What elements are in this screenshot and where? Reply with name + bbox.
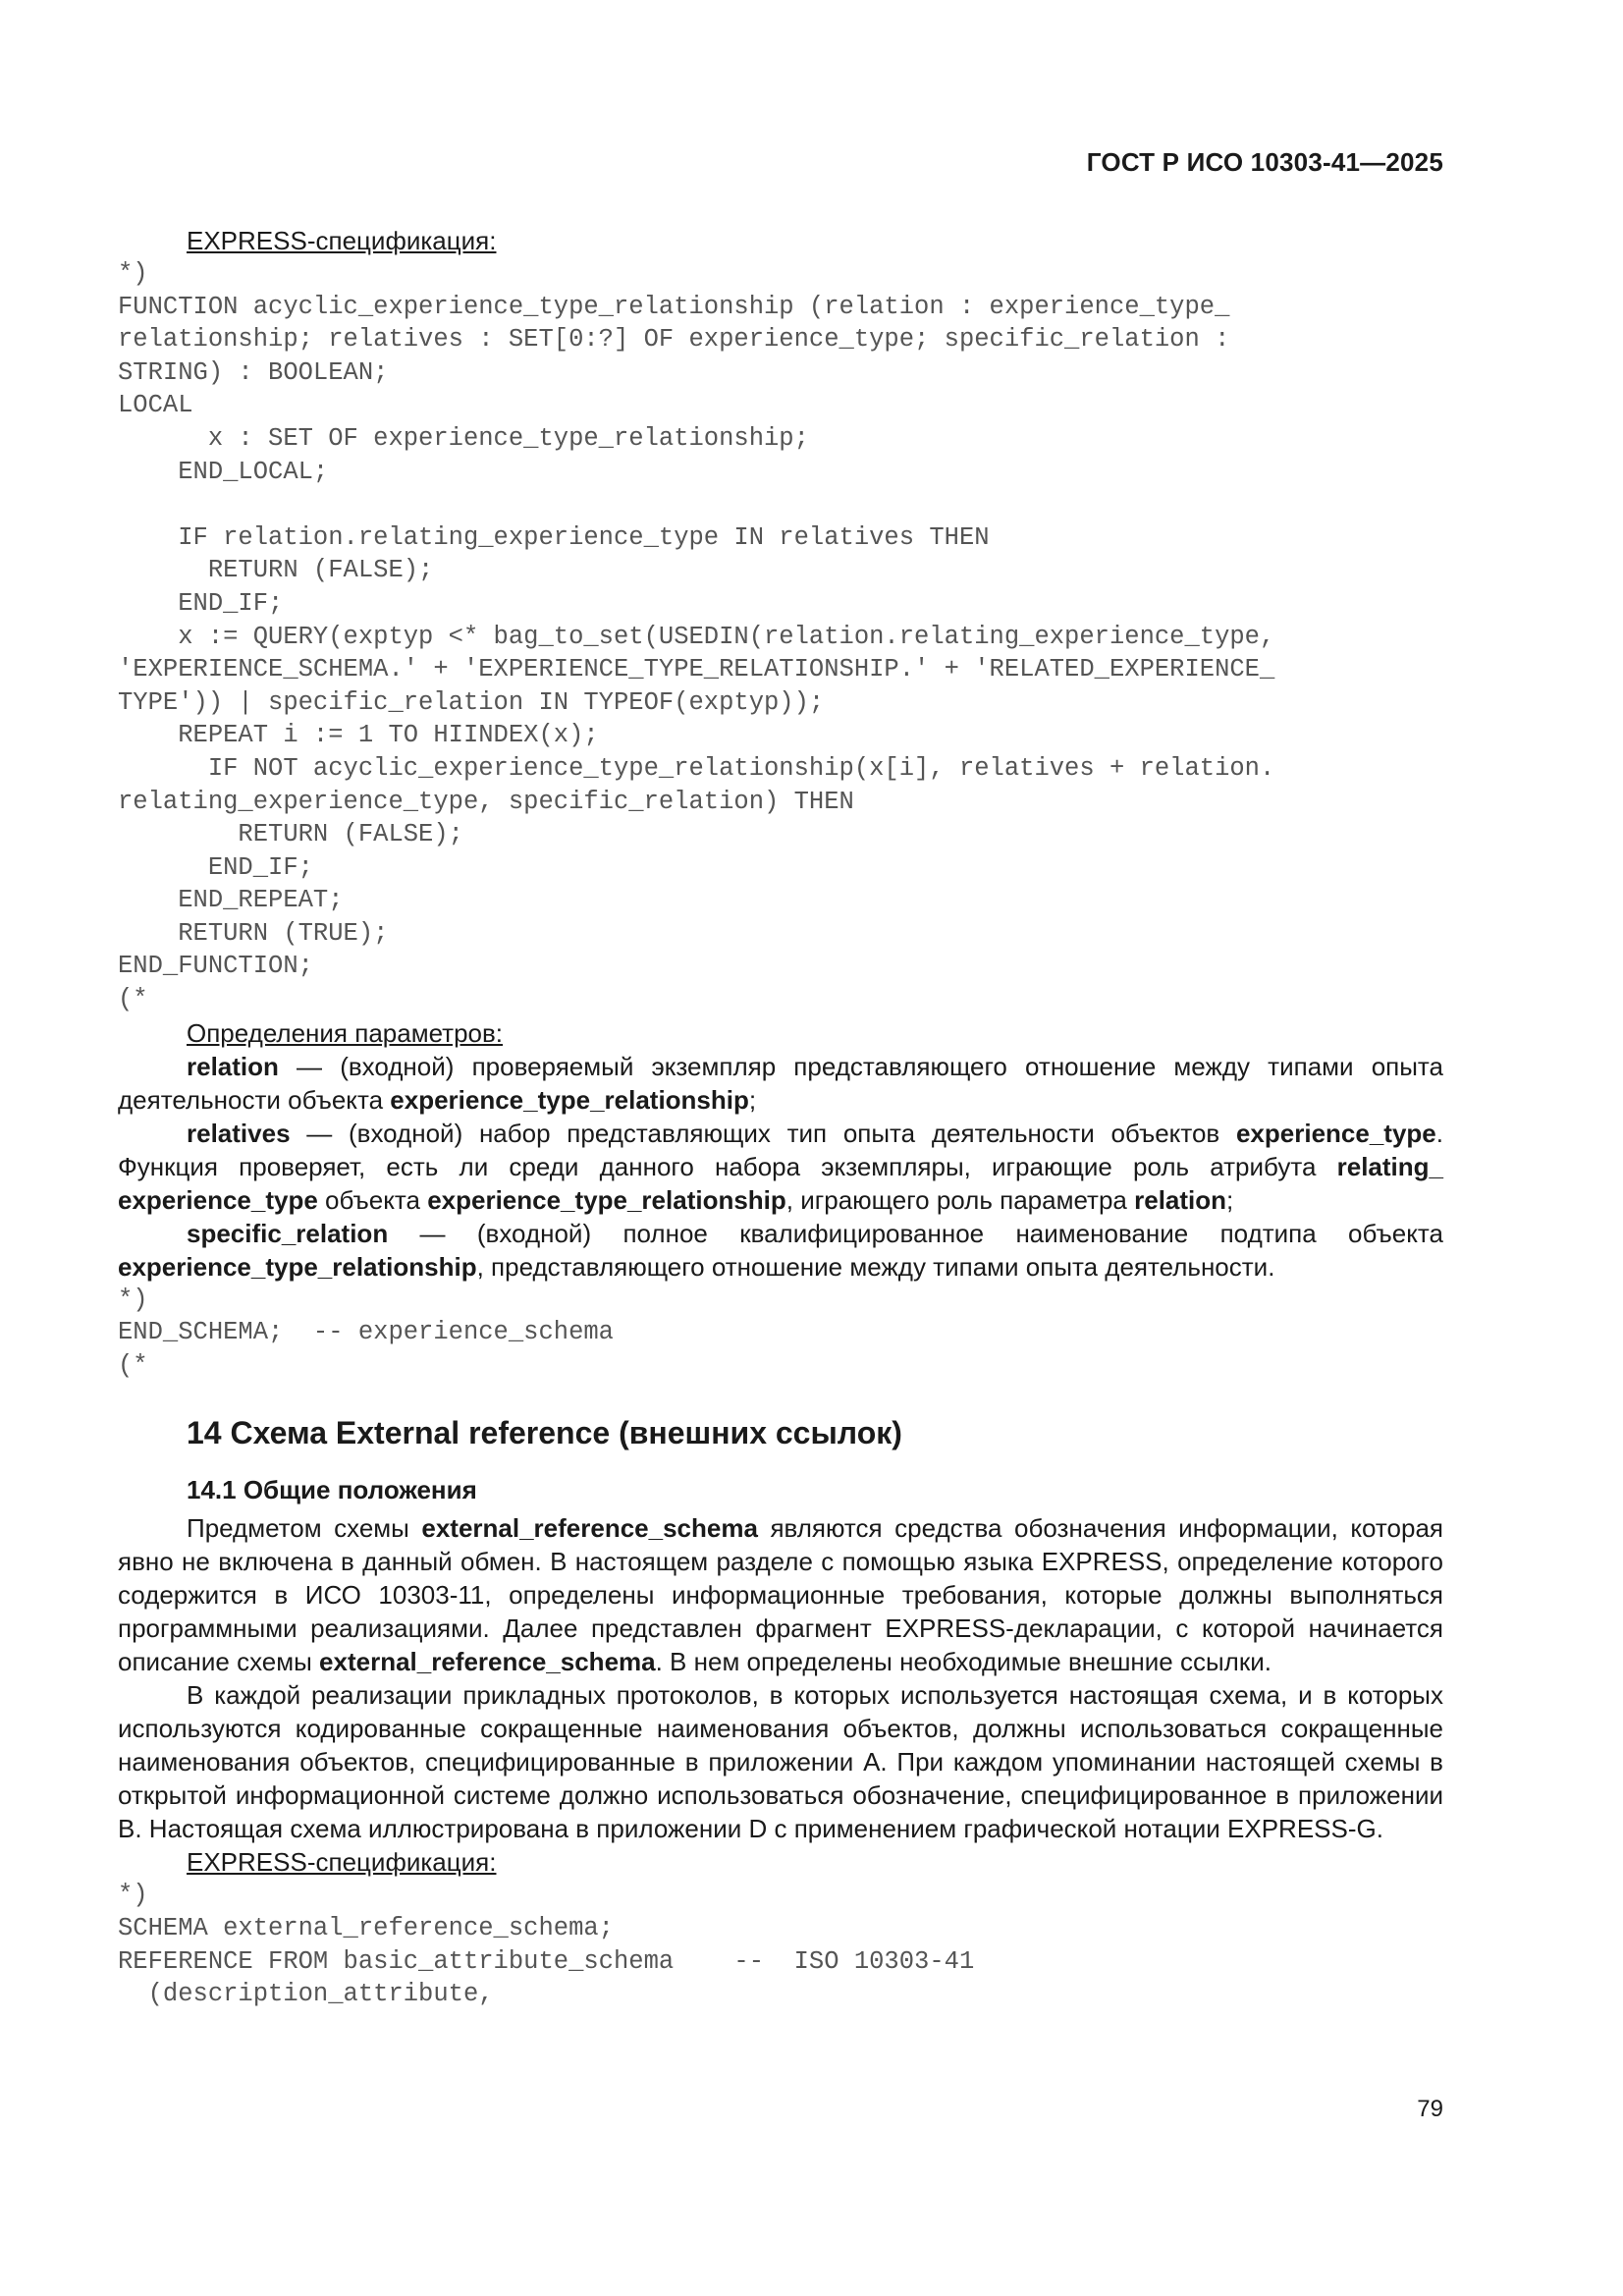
- entity-name: experience_type_relationship: [118, 1251, 477, 1282]
- express-spec-label: EXPRESS-спецификация:: [187, 226, 497, 255]
- express-function-code: *) FUNCTION acyclic_experience_type_relationship (relation : experience_type_ relationship; relatives : SET[0:?] OF experience_type; specific_relation : STRING) : BOOLEAN; LOCAL x : SET OF experience_type_relationship; END_LOCAL; IF relation.relating_experience_type IN relatives THEN RETURN (FALSE); END_IF; x := QUERY(exptyp <* bag_to_set(USEDIN(relation.relating_experience_type, 'EXPERIENCE_SCHEMA.' + 'EXPERIENCE_TYPE_RELATIONSHIP.' + 'RELATED_EXPERIENCE_ TYPE')) | specific_relation IN TYPEOF(exptyp)); REPEAT i := 1 TO HIINDEX(x); IF NOT acyclic_experience_type_relationship(x[i], relatives + relation. relating_experience_type, specific_relation) THEN RETURN (FALSE); END_IF; END_REPEAT; RETURN (TRUE); END_FUNCTION; (*: [118, 259, 1275, 1014]
- document-header: ГОСТ Р ИСО 10303-41—2025: [1086, 147, 1443, 177]
- param-relation-definition: relation — (входной) проверяемый экземпляр представляющего отношение между типами опыта деятельности объекта experience_type_relationship;: [118, 1051, 1443, 1115]
- page-number: 79: [1417, 2096, 1443, 2122]
- entity-name: experience_type_relationship: [390, 1084, 749, 1115]
- entity-name: experience_type: [1235, 1118, 1436, 1148]
- end-schema-code: *) END_SCHEMA; -- experience_schema (*: [118, 1285, 614, 1380]
- entity-name: experience_type_relationship: [427, 1184, 786, 1215]
- param-name: relation: [1134, 1184, 1227, 1215]
- express-spec-label-2: EXPRESS-спецификация:: [187, 1847, 497, 1878]
- section-14-1-title: 14.1 Общие положения: [187, 1475, 477, 1505]
- external-reference-schema-code: *) SCHEMA external_reference_schema; REFERENCE FROM basic_attribute_schema -- ISO 10303-41 (description_attribute,: [118, 1881, 975, 2009]
- param-term: relatives: [187, 1118, 291, 1148]
- param-term: relation: [187, 1051, 279, 1081]
- param-relatives-definition: relatives — (входной) набор представляющих тип опыта деятельности объектов experience_type. Функция проверяет, есть ли среди данного набора экземпляры, играющие роль атрибута relating_ experience_type объекта experience_type_relationship, играющего роль параметра relation;: [118, 1118, 1443, 1215]
- schema-name: external_reference_schema: [319, 1647, 656, 1677]
- section-14-paragraph-1: Предметом схемы external_reference_schema являются средства обозначения информации, которая явно не включена в данный обмен. В настоящем разделе с помощью языка EXPRESS, определение которого содержится в ИСО 10303-11, определены информационные требования, которые должны выполняться программными реализациями. Далее представлен фрагмент EXPRESS-декларации, с которой начинается описание схемы external_reference_schema. В нем определены необходимые внешние ссылки.: [118, 1513, 1444, 1677]
- section-14-title: 14 Схема External reference (внешних ссылок): [187, 1415, 902, 1451]
- section-14-paragraph-2: В каждой реализации прикладных протоколов, в которых используется настоящая схема, и в которых используются кодированные сокращенные наименования объектов, должны использоваться сокращенные наименования объектов, специфицированные в приложении А. При каждом упоминании настоящей схемы в открытой информационной системе должно использоваться обозначение, специфицированное в приложении В. Настоящая схема иллюстрирована в приложении D с применением графической нотации EXPRESS-G.: [118, 1680, 1443, 1844]
- attribute-name: relating_ experience_type: [118, 1151, 1443, 1215]
- param-term: specific_relation: [187, 1218, 389, 1248]
- parameter-definitions-title: Определения параметров:: [187, 1017, 504, 1048]
- page-content: [118, 224, 1443, 2011]
- schema-name: external_reference_schema: [421, 1513, 758, 1544]
- param-specific-relation-definition: specific_relation — (входной) полное квалифицированное наименование подтипа объекта experience_type_relationship, представляющего отношение между типами опыта деятельности.: [118, 1218, 1443, 1282]
